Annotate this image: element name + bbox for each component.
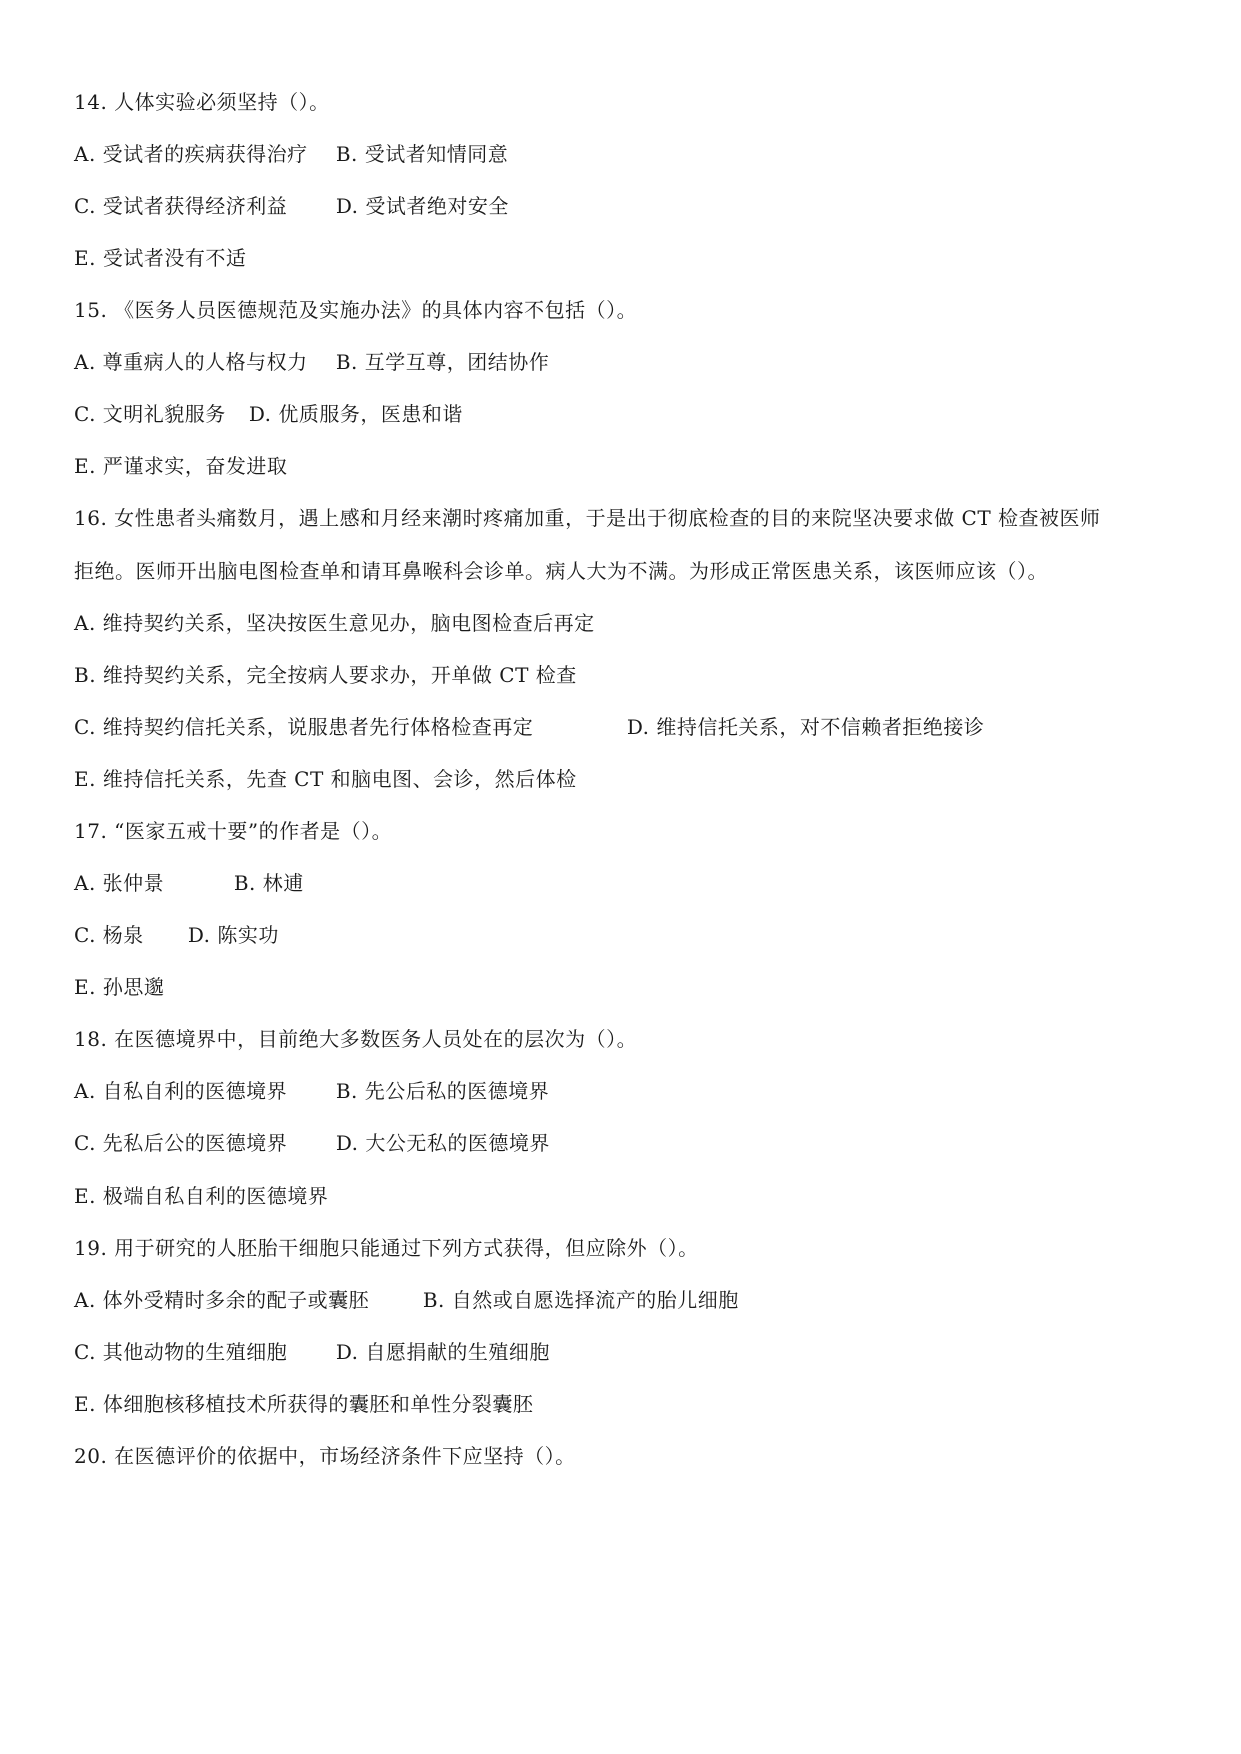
option-e: E. 体细胞核移植技术所获得的囊胚和单性分裂囊胚 [74, 1392, 534, 1416]
question-18-option-e [74, 1183, 328, 1209]
option-e: E. 孙思邈 [74, 975, 165, 999]
question-19-option-e [74, 1391, 533, 1417]
option-c: C. 文明礼貌服务 [74, 402, 226, 426]
option-d: D. 维持信托关系，对不信赖者拒绝接诊 [626, 715, 985, 739]
option-d: D. 自愿捐献的生殖细胞 [335, 1340, 550, 1364]
option-e: E. 极端自私自利的医德境界 [74, 1184, 329, 1208]
question-14-options-cd [74, 193, 509, 219]
option-d: D. 大公无私的医德境界 [335, 1131, 550, 1155]
option-c: C. 其他动物的生殖细胞 [74, 1340, 288, 1364]
question-16-stem-line1: 16. 女性患者头痛数月，遇上感和月经来潮时疼痛加重，于是出于彻底检查的目的来院坚决要求做 CT 检查被医师 [74, 506, 1101, 530]
option-a: A. 维持契约关系，坚决按医生意见办，脑电图检查后再定 [74, 611, 595, 635]
option-c: C. 杨泉 [74, 923, 144, 947]
question-14-stem: 14. 人体实验必须坚持（）。 [74, 90, 330, 114]
question-17-options-cd [74, 922, 279, 948]
option-b: B. 维持契约关系，完全按病人要求办，开单做 CT 检查 [74, 663, 577, 687]
question-17-option-e [74, 974, 164, 1000]
question-15-option-e [74, 453, 287, 479]
question-16-stem-line2: 拒绝。医师开出脑电图检查单和请耳鼻喉科会诊单。病人大为不满。为形成正常医患关系，该医师应该（）。 [74, 559, 1048, 583]
question-16-option-b [74, 662, 577, 688]
option-d: D. 陈实功 [187, 923, 279, 947]
question-19-stem: 19. 用于研究的人胚胎干细胞只能通过下列方式获得，但应除外（）。 [74, 1236, 699, 1260]
option-d: D. 受试者绝对安全 [335, 194, 509, 218]
option-e: E. 严谨求实，奋发进取 [74, 454, 288, 478]
question-16-option-a [74, 610, 595, 636]
question-17-stem: 17. “医家五戒十要”的作者是（）。 [74, 819, 393, 843]
option-a: A. 受试者的疾病获得治疗 [74, 142, 308, 166]
question-18-options-ab [74, 1078, 549, 1104]
option-b: B. 互学互尊，团结协作 [335, 350, 550, 374]
question-15-options-cd [74, 401, 463, 427]
option-c: C. 先私后公的医德境界 [74, 1131, 288, 1155]
question-17-options-ab [74, 870, 304, 896]
question-16-options-cd [74, 714, 984, 740]
question-14-option-e [74, 245, 246, 271]
option-e: E. 受试者没有不适 [74, 246, 247, 270]
option-e: E. 维持信托关系，先查 CT 和脑电图、会诊，然后体检 [74, 767, 577, 791]
question-14-options-ab [74, 141, 508, 167]
option-a: A. 尊重病人的人格与权力 [74, 350, 308, 374]
option-d: D. 优质服务，医患和谐 [248, 402, 463, 426]
question-18-options-cd [74, 1130, 550, 1156]
option-b: B. 先公后私的医德境界 [335, 1079, 550, 1103]
option-b: B. 受试者知情同意 [335, 142, 509, 166]
option-b: B. 林逋 [233, 871, 304, 895]
option-c: C. 维持契约信托关系，说服患者先行体格检查再定 [74, 715, 534, 739]
option-a: A. 自私自利的医德境界 [74, 1079, 288, 1103]
question-19-options-ab [74, 1287, 739, 1313]
question-20-stem: 20. 在医德评价的依据中，市场经济条件下应坚持（）。 [74, 1444, 576, 1468]
option-c: C. 受试者获得经济利益 [74, 194, 288, 218]
question-15-options-ab [74, 349, 549, 375]
question-19-options-cd [74, 1339, 550, 1365]
option-a: A. 体外受精时多余的配子或囊胚 [74, 1288, 370, 1312]
question-15-stem: 15. 《医务人员医德规范及实施办法》的具体内容不包括（）。 [74, 298, 638, 322]
question-16-option-e [74, 766, 577, 792]
option-a: A. 张仲景 [74, 871, 165, 895]
question-18-stem: 18. 在医德境界中，目前绝大多数医务人员处在的层次为（）。 [74, 1027, 638, 1051]
option-b: B. 自然或自愿选择流产的胎儿细胞 [422, 1288, 739, 1312]
